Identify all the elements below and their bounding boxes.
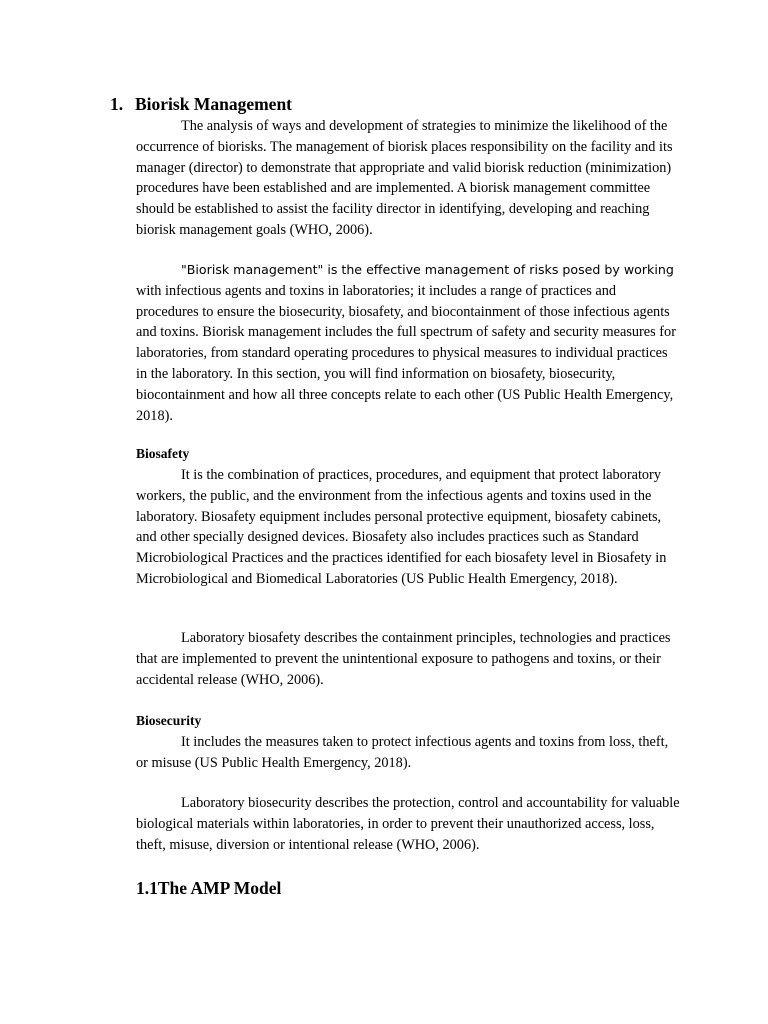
paragraph-biorisk-definition: The analysis of ways and development of strategies to minimize the likelihood of the occurrence of biorisks. The management of biorisk places responsibility on the facility and its manager (director) to demonstrate that appropriate and valid biorisk reduction (minimization) procedures have been established and are implemented. A biorisk management committee should be established to assist the facility director in identifying, developing and reaching biorisk management goals (WHO, 2006).: [136, 118, 673, 238]
paragraph-biosecurity: It includes the measures taken to protect infectious agents and toxins from loss, theft, or misuse (US Public Health Emergency, 2018).: [136, 734, 669, 771]
paragraph-body-text: with infectious agents and toxins in laboratories; it includes a range of practices and procedures to ensure the biosecurity, biosafety, and biocontainment of those infectious agents and toxins. Biorisk management includes the full spectrum of safety and security measures for laboratories, from standard operating procedures to physical measures to individual practices in the laboratory. In this section, you will find information on biosafety, biosecurity, biocontainment and how all three concepts relate to each other (US Public Health Emergency, 2018).: [136, 282, 676, 424]
paragraph-lead-text: "Biorisk management" is the effective management of risks posed by working: [181, 262, 674, 277]
subheading-biosafety: Biosafety: [136, 446, 190, 461]
paragraph-biosafety: It is the combination of practices, procedures, and equipment that protect laboratory workers, the public, and the environment from the infectious agents and toxins used in the laboratory. Biosafety equipment includes personal protective equipment, biosafety cabinets, and other specially designed devices. Biosafety also includes practices such as Standard Microbiological Practices and the practices identified for each biosafety level in Biosafety in Microbiological and Biomedical Laboratories (US Public Health Emergency, 2018).: [136, 467, 667, 587]
subsection-heading-amp-model: 1.1The AMP Model: [136, 878, 282, 898]
section-heading: [110, 92, 292, 116]
paragraph-lab-biosecurity: Laboratory biosecurity describes the protection, control and accountability for valuable biological materials within laboratories, in order to prevent their unauthorized access, loss, theft, misuse, diversion or intentional release (WHO, 2006).: [136, 795, 680, 853]
paragraph-biorisk-management: [136, 260, 681, 426]
paragraph-lab-biosafety: Laboratory biosafety describes the containment principles, technologies and practices that are implemented to prevent the unintentional exposure to pathogens and toxins, or their accidental release (WHO, 2006).: [136, 630, 671, 688]
subheading-biosecurity: Biosecurity: [136, 713, 202, 728]
section-number: 1.: [110, 94, 124, 114]
section-title: Biorisk Management: [135, 94, 293, 114]
